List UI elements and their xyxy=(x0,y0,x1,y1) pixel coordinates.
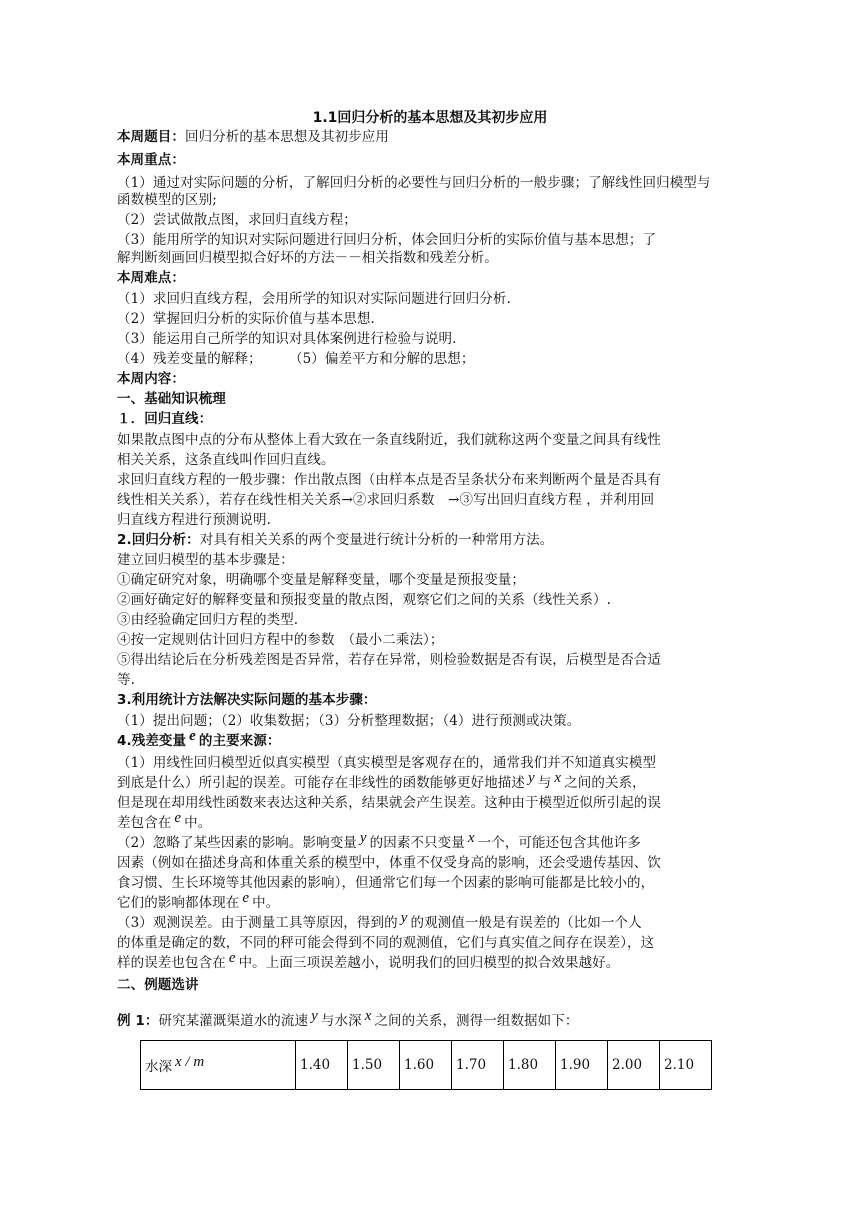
table-cell: 1.70 xyxy=(452,1041,504,1090)
body-line: 食习惯、生长环境等其他因素的影响），但通常它们每一个因素的影响可能都是比较小的， xyxy=(117,875,655,891)
math-var-x: x xyxy=(364,1008,372,1024)
table-cell: 1.60 xyxy=(400,1041,452,1090)
topic-line xyxy=(117,127,747,147)
difficulty-line: （3）能运用自己所学的知识对具体案例进行检验与说明. xyxy=(117,331,457,347)
math-var-xm: x / m xyxy=(175,1053,205,1070)
body-line: ①确定研究对象，明确哪个变量是解释变量，哪个变量是预报变量； xyxy=(117,572,525,588)
difficulty-line: （4）残差变量的解释； （5）偏差平方和分解的思想； xyxy=(117,351,475,367)
item-heading: １．回归直线： xyxy=(117,411,213,427)
key-point-line: 函数模型的区别; xyxy=(117,192,217,208)
body-line: （1）用线性回归模型近似真实模型（真实模型是客观存在的，通常我们并不知道真实模型 xyxy=(117,755,657,771)
math-var-e: e xyxy=(242,890,250,906)
body-line: 它们的影响都体现在 e 中。 xyxy=(117,890,280,911)
difficulties-heading: 本周难点： xyxy=(117,270,185,286)
item-heading: 4.残差变量 e 的主要来源： xyxy=(117,728,281,749)
math-var-x: x xyxy=(467,830,475,846)
body-line: 样的误差也包含在 e 中。上面三项误差越小，说明我们的回归模型的拟合效果越好。 xyxy=(117,950,620,971)
item-heading: 3.利用统计方法解决实际问题的基本步骤： xyxy=(117,692,377,708)
table-cell: 2.00 xyxy=(608,1041,660,1090)
body-line: 等. xyxy=(117,672,135,688)
math-var-e: e xyxy=(189,728,196,744)
math-var-x: x xyxy=(554,770,562,786)
body-line: 因素（例如在描述身高和体重关系的模型中，体重不仅受身高的影响，还会受遗传基因、饮 xyxy=(117,855,661,871)
body-line: ③由经验确定回归方程的类型. xyxy=(117,612,299,628)
body-line: （3）观测误差。由于测量工具等原因，得到的 y 的观测值一般是有误差的（比如一个人 xyxy=(117,910,642,931)
key-point-line: （3）能用所学的知识对实际问题进行回归分析，体会回归分析的实际价值与基本思想；了 xyxy=(117,232,657,248)
body-line: 建立回归模型的基本步骤是： xyxy=(117,552,294,568)
key-points-heading: 本周重点： xyxy=(117,152,185,168)
topic-label: 本周题目： xyxy=(117,129,185,145)
math-var-y: y xyxy=(400,910,408,926)
page-title: 1.1回归分析的基本思想及其初步应用 xyxy=(312,110,548,126)
body-line: 相关关系，这条直线叫作回归直线。 xyxy=(117,452,335,468)
math-var-y: y xyxy=(311,1008,318,1024)
topic-text: 回归分析的基本思想及其初步应用 xyxy=(185,129,389,145)
key-point-line: （1）通过对实际问题的分析，了解回归分析的必要性与回归分析的一般步骤；了解线性回归模型与 xyxy=(117,175,711,191)
difficulty-line: （2）掌握回归分析的实际价值与基本思想. xyxy=(117,311,375,327)
body-line: 如果散点图中点的分布从整体上看大致在一条直线附近，我们就称这两个变量之间具有线性 xyxy=(117,432,661,448)
body-line: 线性相关关系），若存在线性相关关系→②求回归系数 →③写出回归直线方程 ，并利用回 xyxy=(117,492,655,508)
body-line: 归直线方程进行预测说明. xyxy=(117,512,271,528)
table-cell: 1.90 xyxy=(556,1041,608,1090)
body-line: （2）忽略了某些因素的影响。影响变量 y 的因素不只变量 x 一个，可能还包含其他许多 xyxy=(117,830,641,851)
key-point-line: （2）尝试做散点图，求回归直线方程； xyxy=(117,212,357,228)
table-cell: 1.50 xyxy=(348,1041,400,1090)
body-line: 到底是什么）所引起的误差。可能存在非线性的函数能够更好地描述 y 与 x 之间的关系， xyxy=(117,770,646,791)
body-line: ②画好确定好的解释变量和预报变量的散点图，观察它们之间的关系（线性关系）. xyxy=(117,592,611,608)
section-heading: 二、例题选讲 xyxy=(117,977,199,993)
data-table xyxy=(140,1040,712,1090)
body-line: ④按一定规则估计回归方程中的参数 （最小二乘法）； xyxy=(117,632,444,648)
body-line: ⑤得出结论后在分析残差图是否异常，若存在异常，则检验数据是否有误，后模型是否合适 xyxy=(117,652,661,668)
section-heading: 一、基础知识梳理 xyxy=(117,391,226,407)
math-var-e: e xyxy=(228,950,236,966)
math-var-e: e xyxy=(174,810,182,826)
item-line xyxy=(117,530,747,550)
table-header-cell: 水深 x / m xyxy=(141,1041,296,1090)
example-label: 例 1： xyxy=(117,1013,159,1029)
math-var-y: y xyxy=(528,770,535,786)
body-line: 差包含在 e 中。 xyxy=(117,810,212,831)
content-heading: 本周内容： xyxy=(117,371,185,387)
example-line: 例 1：研究某灌溉渠道水的流速 y 与水深 x 之间的关系，测得一组数据如下： xyxy=(117,1008,579,1029)
body-line: （1）提出问题；（2）收集数据；（3）分析整理数据；（4）进行预测或决策。 xyxy=(117,713,581,729)
key-point-line: 解判断刻画回归模型拟合好坏的方法－－相关指数和残差分析。 xyxy=(117,250,498,266)
table-cell: 1.40 xyxy=(296,1041,348,1090)
table-row xyxy=(141,1041,712,1090)
math-var-y: y xyxy=(359,830,367,846)
item-text: 对具有相关关系的两个变量进行统计分析的一种常用方法。 xyxy=(199,532,554,548)
difficulty-line: （1）求回归直线方程，会用所学的知识对实际问题进行回归分析. xyxy=(117,291,511,307)
body-line: 求回归直线方程的一般步骤：作出散点图（由样本点是否呈条状分布来判断两个量是否具有 xyxy=(117,472,661,488)
table-cell: 2.10 xyxy=(660,1041,712,1090)
body-line: 的体重是确定的数，不同的秤可能会得到不同的观测值，它们与真实值之间存在误差），这 xyxy=(117,935,655,951)
body-line: 但是现在却用线性函数来表达这种关系，结果就会产生误差。这种由于模型近似所引起的误 xyxy=(117,795,661,811)
item-heading: 2.回归分析： xyxy=(117,532,200,548)
table-cell: 1.80 xyxy=(504,1041,556,1090)
